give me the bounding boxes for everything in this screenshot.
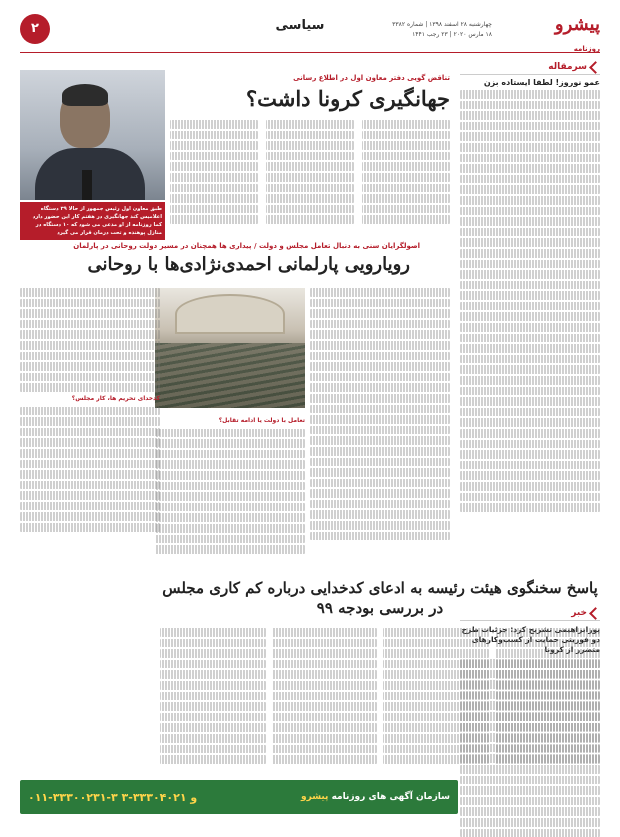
header-divider [20,52,600,53]
top-story-body [170,120,450,230]
logo-text: پیشرو [554,14,600,35]
chevron-icon [589,61,602,74]
budget-col-1 [495,628,601,778]
editorial-heading [460,60,600,75]
editorial-title: عمو نوروز! لطفا ایستاده بزن [483,78,600,87]
ad-label-text: سازمان آگهی های روزنامه [331,792,450,802]
parliament-subhead-1: تعامل با دولت یا ادامه تقابل؟ [218,417,305,424]
top-story-col-3 [170,120,258,230]
page-number-badge: ۲ [20,14,50,44]
ad-brand: پیشرو [301,792,329,802]
ad-label [301,792,450,802]
parliament-kicker: اصولگرایان سنی به دنبال تعامل مجلس و دولت / پیداری ها همچنان در مسیر دولت روحانی در پارلمان [73,242,420,250]
ad-banner [20,780,458,814]
top-story-col-2 [266,120,354,230]
date-line-2: ۱۸ مارس ۲۰۲۰ | ۲۳ رجب ۱۴۴۱ [412,31,492,38]
date-line-1: چهارشنبه ۲۸ اسفند ۱۳۹۸ | شماره ۳۳۸۲ [392,21,492,28]
parliament-photo [155,288,305,408]
parliament-headline: رویارویی پارلمانی احمدی‌نژادی‌ها با روحانی [87,254,410,275]
ad-phones: ۰۱۱-۳۳۳۰۰۲۳۱-۳ و ۳۳۳۰۴۰۲۱-۳ [28,790,198,804]
news-heading-label: خبر [571,608,587,618]
parliament-col-left [20,288,160,568]
top-story-col-1 [362,120,450,230]
section-title: سیاسی [275,18,325,33]
top-story-kicker: تناقض گویی دفتر معاون اول در اطلاع رسانی [293,74,450,82]
parliament-story [20,242,450,572]
photo-caption: طبق معاون اول رئیس جمهور از حالا ۳۹ دستگاه اعلامیس کند جهانگیری در هفتم کار این حضور دارد کما روزنامه از او مدعی می شود که ۱۰ دستگاه در منازل پوهنده و تحت درمان قرار می گیرد [20,202,165,240]
editorial-heading-label: سرمقاله [548,62,587,72]
masthead-logo [500,14,600,54]
parliament-col-right [310,288,450,568]
parliament-subhead-2: کدخدای تحریم ها، کار مجلس؟ [71,394,160,402]
budget-body [160,628,600,778]
budget-col-4 [160,628,266,778]
top-story-headline: جهانگیری کرونا داشت؟ [245,86,450,111]
editorial-body [460,90,600,560]
logo-subtitle: روزنامه [573,45,600,53]
portrait-photo [20,70,165,200]
date-info [392,20,492,40]
parliament-col-mid [155,414,305,564]
budget-col-3 [272,628,378,778]
budget-col-2 [383,628,489,778]
budget-headline: پاسخ سخنگوی هیئت رئیسه به ادعای کدخدایی درباره کم کاری مجلس در بررسی بودجه ۹۹ [162,579,598,617]
news-title: پورابراهیمی تشریح کرد: جزئیات طرح دو فوریتی حمایت از کسب‌وکارهای متضرر از کرونا [461,625,600,654]
top-story [20,60,450,236]
